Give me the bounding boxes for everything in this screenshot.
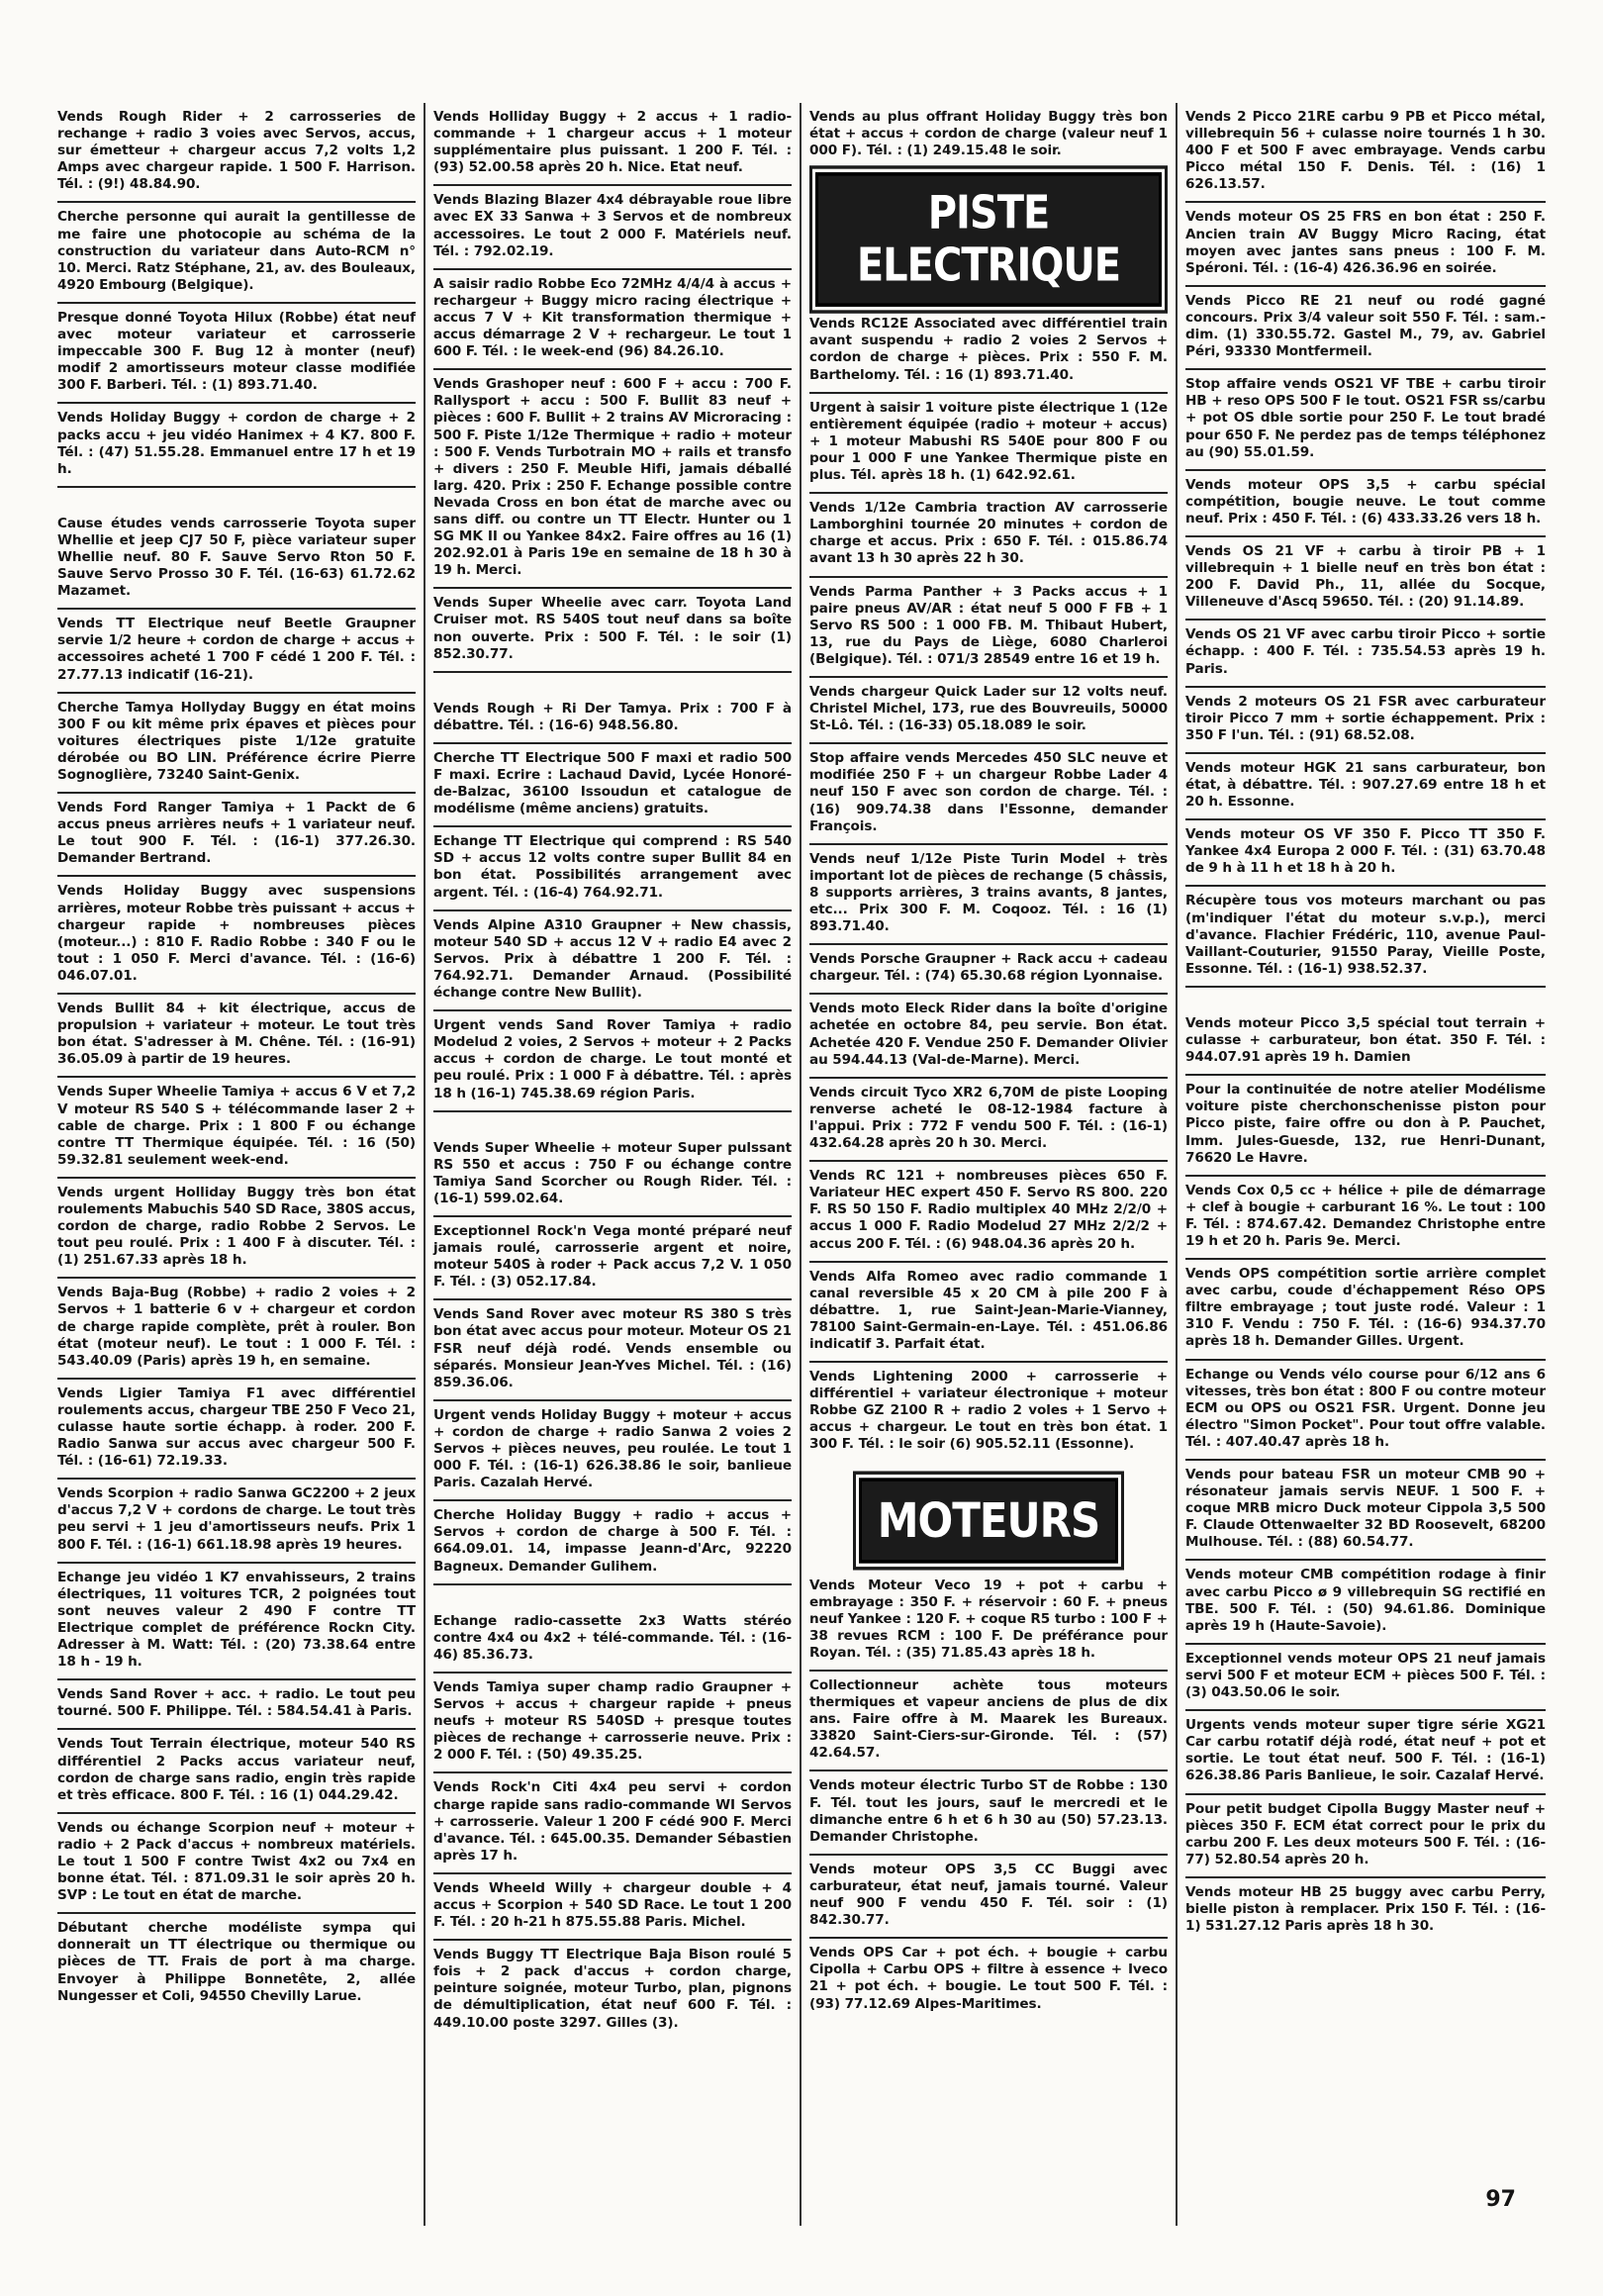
ad-lead: Vends	[57, 1084, 103, 1100]
ad-text: Scorpion neuf + moteur + radio + 2 Pack d'accus + nombreux matériels. Le tout 1 500 F contre Twist 4x2 ou 7x4 en bonne état. Tél. : 871.09.31 le soir après 20 h. SVP : Le tout en état de marche.	[57, 1819, 416, 1904]
ad-lead: Urgent à saisir	[809, 399, 920, 416]
classified-ad	[57, 1380, 416, 1480]
ad-lead: Vends	[1185, 542, 1231, 559]
ad-text: moteur OS 25 FRS en bon état : 250 F. Ancien train AV Buggy Micro Racing, état moyen avec jantes sans pneus : 100 F. M. Spéroni. Tél. : (16-4) 426.36.96 en soirée.	[1185, 209, 1546, 276]
ad-text: Mercedes 450 SLC neuve et modifiée 250 F + un chargeur Robbe Lader 4 neuf 150 F avec son cordon de charge. Tél. : (16) 909.74.38 dans l'Essonne, demander François.	[809, 750, 1168, 834]
classified-ad	[57, 1730, 416, 1813]
ad-text: moteur OPS 3,5 + carbu spécial compétition, bougie neuve. Le tout comme neuf. Prix : 450 F. Tél. : (6) 433.33.26 vers 18 h.	[1185, 476, 1546, 526]
classified-ad	[57, 610, 416, 693]
classified-ad	[809, 1079, 1168, 1162]
ad-text: 2 moteurs OS 21 FSR avec carburateur tiroir Picco 7 mm + sortie échappement. Prix : 350 F l'un. Tél. : (91) 68.52.08.	[1185, 693, 1546, 743]
ad-lead: Cherche	[57, 209, 119, 226]
classified-ad	[57, 203, 416, 303]
ad-lead: Vends	[57, 1285, 103, 1301]
classified-ad	[433, 1011, 792, 1111]
column-3-bottom	[809, 1572, 1168, 2021]
ad-text: OPS compétition sortie arrière complet avec carbu, coude d'échappement Réso OPS filtre embrayage ; tout juste rodé. Valeur : 1 310 F. Vendu : 750 F. Tél. : (16-6) 934.37.70 après 18 h. Demander Gilles. Urgent.	[1185, 1266, 1546, 1350]
ad-lead: Vends	[809, 951, 855, 968]
ad-text: Moteur Veco 19 + pot + carbu + embrayage : 350 F. + réservoir : 60 F. + pneus neuf Yankee : 120 F. + coque R5 turbo : 100 F + 38 revues RCM : 100 F. De préférance pour Royan. Tél. : (35) 71.85.43 après 18 h.	[809, 1577, 1168, 1661]
ad-text: TT Electrique neuf Beetle Graupner servie 1/2 heure + cordon de charge + accus + accessoires acheté 1 700 F cédé 1 200 F. Tél. : 27.77.13 indicatif (16-21).	[57, 616, 416, 683]
classified-ad	[433, 1607, 792, 1674]
classified-ad	[1185, 1461, 1546, 1561]
ad-text: Porsche Graupner + Rack accu + cadeau chargeur. Tél. : (74) 65.30.68 région Lyonnaise.	[809, 951, 1168, 985]
classified-ad	[809, 845, 1168, 945]
classified-ad	[433, 589, 792, 672]
ad-text: Sand Rover Tamiya + radio Modelud 2 voies, 2 Servos + moteur + 2 Packs accus + cordon de charge. Le tout monté et peu roulé. Prix : 1 000 F à débattre. Tél. : après 18 h (16-1) 745.38.69 région Paris.	[433, 1017, 793, 1101]
ad-lead: Vends	[433, 1779, 479, 1796]
ad-lead: Vends	[433, 109, 479, 125]
ad-text: Buggy TT Electrique Baja Bison roulé 5 fois + 2 pack d'accus + cordon charge, peinture soignée, moteur Turbo, plan, pignons de démultiplication, état neuf 600 F. Tél. : 449.10.00 poste 3297. Gilles (3).	[433, 1947, 792, 2031]
classified-ad	[809, 945, 1168, 995]
ad-text: Tout Terrain électrique, moteur 540 RS différentiel 2 Packs accus variateur neuf, cordon de charge sans radio, engin très rapide et très efficace. 800 F. Tél. : 16 (1) 044.29.42.	[57, 1736, 416, 1803]
ad-text: Holiday Buggy + radio + accus + Servos + cordon de charge à 500 F. Tél. : 664.09.01. 14, impasse Jeann-d'Arc, 92220 Bagneux. Demander Gulihem.	[433, 1507, 792, 1575]
ad-text: moteur super tigre série XG21 Car carbu rotatif déjà rodé, état neuf + pot et sortie. Le tout état neuf. 500 F. Tél. : (16-1) 626.38.86 Paris Banlieue, le soir. Cazalaf Hervé.	[1185, 1717, 1546, 1784]
ad-lead: Vends	[433, 700, 479, 717]
ad-lead: Urgent vends	[433, 1406, 536, 1423]
classified-ad	[1185, 1009, 1546, 1076]
ad-lead: Vends	[57, 1736, 103, 1753]
classified-ad	[433, 1217, 792, 1300]
classified-ad	[1185, 1878, 1546, 1943]
ad-text: Alfa Romeo avec radio commande 1 canal reversible 45 x 20 CM à pile 200 F à débattre. 1, rue Saint-Jean-Marie-Vianney, 78100 Saint-Germain-en-Laye. Tél. : 451.06.86 indicatif 3. Parfait état.	[809, 1268, 1168, 1352]
ad-text: Cause études vends carrosserie Toyota super Whellie et jeep CJ7 50 F, pièce variateur super Whellie neuf. 80 F. Sauve Servo Rton 50 F. Sauve Servo Prosso 30 F. Tél. (16-63) 61.72.62 Mazamet.	[57, 515, 416, 600]
ad-lead: Vends	[1185, 626, 1231, 643]
ad-text: chargeur Quick Lader sur 12 volts neuf. Christel Michel, 173, rue des Bouvreuils, 50000 St-Lô. Tél. : (16-33) 05.18.089 le soir.	[809, 683, 1168, 734]
ad-lead: Vends	[1185, 693, 1231, 710]
ad-text: OPS Car + pot éch. + bougie + carbu Cipolla + Carbu OPS + filtre à essence + Iveco 21 + pot éch. + bougie. Le tout 500 F. Tél. : (93) 77.12.69 Alpes-Maritimes.	[809, 1945, 1168, 2012]
classified-ad	[1185, 370, 1546, 470]
classified-ad	[57, 1814, 416, 1914]
ad-lead: Vends	[1185, 109, 1231, 125]
classified-ad	[1185, 1711, 1546, 1794]
classifieds-columns	[49, 103, 1554, 2226]
classified-ad	[57, 995, 416, 1078]
ad-lead: Vends	[809, 109, 855, 125]
ad-lead: Vends	[57, 1686, 103, 1703]
ad-text: Tamiya super champ radio Graupner + Servos + accus + chargeur rapide + pneus neufs + moteur RS 540SD + presque toutes pièces de rechange + carrosserie neuve. Prix : 2 000 F. Tél. : (50) 49.35.25.	[433, 1678, 792, 1764]
ad-text: Grashoper neuf : 600 F + accu : 700 F. Rallysport + accu : 500 F. Bullit 83 neuf + pièces : 600 F. Bullit + 2 trains AV Microracing : 500 F. Piste 1/12e Thermique + radio + moteur : 500 F. Vends Turbotrain MO + rails et transfo + divers : 250 F. Meuble Hifi, jamais déballé larg. 420. Prix : 250 F. Echange possible contre Nevada Cross en bon état de marche avec ou sans diff. ou contre un TT Electr. Hunter ou 1 SG MK II ou Yankee 84x2. Faire offres au 16 (1) 202.92.01 à Paris 19e en semaine de 18 h 30 à 19 h. Merci.	[433, 376, 792, 579]
classified-ad	[809, 1771, 1168, 1855]
ad-lead: Vends	[1185, 476, 1231, 493]
column-3	[802, 103, 1178, 2226]
ad-lead: Echange	[433, 833, 498, 850]
ad-lead: Vends	[1185, 1883, 1231, 1900]
classified-ad	[433, 1134, 792, 1217]
ad-lead: Vends	[1185, 292, 1231, 309]
ad-lead: Vends	[433, 1678, 479, 1695]
ad-text: OS 21 VF + carbu à tiroir PB + 1 villebrequin + 1 bielle neuf en très bon état : 200 F. David Ph., 11, allée du Socque, Villeneuve d'Ascq 59650. Tél. : (20) 91.14.89.	[1185, 542, 1546, 611]
ad-lead: Stop affaire vends	[1185, 376, 1328, 393]
ad-text: Ligier Tamiya F1 avec différentiel roulements accus, chargeur TBE 250 F Veco 21, culasse haute sortie échapp. à roder. 200 F. Radio Sanwa sur accus avec chargeur 500 F. Tél. : (16-61) 72.19.33.	[57, 1385, 416, 1470]
classified-ad	[57, 1680, 416, 1730]
classified-ad	[433, 270, 792, 370]
ad-lead: Vends	[809, 1168, 855, 1185]
classified-ad	[809, 678, 1168, 744]
ad-lead: Urgents vends	[1185, 1717, 1298, 1734]
ad-lead: Vends	[1185, 1014, 1231, 1031]
ad-text: moteur HGK 21 sans carburateur, bon état, à débattre. Tél. : 907.27.69 entre 18 h et 20 h. Essonne.	[1185, 759, 1546, 811]
ad-text: moteur électric Turbo ST de Robbe : 130 F. Tél. tout les jours, sauf le mercredi et le dimanche entre 6 h et 6 h 30 au (50) 57.23.13. Demander Christophe.	[809, 1777, 1168, 1845]
classified-ad	[809, 578, 1168, 678]
ad-lead: Vends	[1185, 759, 1231, 776]
ad-lead: Vends	[1185, 1182, 1231, 1198]
ad-text: TT Electrique qui comprend : RS 540 SD + accus 12 volts contre super Bullit 84 en bon état. Possibilités arrangement avec argent. Tél. : (16-4) 764.92.71.	[433, 833, 792, 901]
classified-ad	[57, 103, 416, 203]
classified-ad	[57, 1914, 416, 2012]
ad-text: RC 121 + nombreuses pièces 650 F. Variateur HEC expert 450 F. Servo RS 800. 220 F. RS 50 150 F. Radio multiplex 40 MHz 2/2/0 + accus 1 000 F. Radio Modelud 27 MHz 2/2/2 + accus 200 F. Tél. : (6) 948.04.36 après 20 h.	[809, 1168, 1168, 1252]
ad-text: tous vos moteurs marchant ou pas (m'indiquer l'état du moteur s.v.p.), merci d'avance. Flachier Frédéric, 110, avenue Paul-Vaillant-Couturier, 91550 Paray, Vieille Poste, Essonne. Tél. : (16-1) 938.52.37.	[1185, 893, 1546, 977]
ad-text: Ford Ranger Tamiya + 1 Packt de 6 accus pneus arrières neufs + 1 variateur neuf. Le tout 900 F. Tél. : (16-1) 377.26.30. Demander Bertrand.	[57, 800, 416, 867]
ad-lead: Vends ou échange	[57, 1819, 201, 1836]
ad-lead: Vends	[57, 1385, 103, 1401]
classified-ad	[433, 1674, 792, 1773]
ad-text: jeu vidéo 1 K7 envahisseurs, 2 trains électriques, 11 voitures TCR, 2 poignées tout sont neuves valeur 2 490 F contre TT Electrique complet de préférence Rockn City. Adresser à M. Watt: Tél. : (20) 73.38.64 entre 18 h - 19 h.	[57, 1569, 416, 1671]
ad-lead: Vends	[809, 316, 855, 333]
ad-text: ou Vends vélo course pour 6/12 ans 6 vitesses, très bon état : 800 F ou contre moteur ECM ou OPS ou OS21 FSR. Urgent. Donne jeu électro "Simon Pocket". Pour tout offre valable. Tél. : 407.40.47 après 18 h.	[1185, 1366, 1546, 1450]
classified-ad	[809, 1162, 1168, 1262]
ad-lead: Vends	[57, 1184, 103, 1200]
classified-ad	[809, 103, 1168, 167]
ad-text: RC12E Associated avec différentiel train avant suspendu + radio 2 voies 2 Servos + cordon de charge + pièces. Prix : 550 F. M. Barthelomy. Tél. : 16 (1) 893.71.40.	[809, 316, 1168, 383]
ad-lead: Vends	[433, 1947, 479, 1963]
ad-lead: Vends	[1185, 1567, 1231, 1583]
ad-text: Blazing Blazer 4x4 débrayable roue libre avec EX 33 Sanwa + 3 Servos et de nombreux accessoires. Le tout 2 000 F. Matériels neuf. Tél. : 792.02.19.	[433, 192, 792, 259]
ad-lead: Vends	[809, 1861, 855, 1877]
classified-ad	[57, 694, 416, 794]
classified-ad	[1185, 621, 1546, 687]
ad-lead: Vends	[433, 192, 479, 209]
ad-text: moteur OPS 21 neuf jamais servi 500 F et moteur ECM + pièces 500 F. Tél. : (3) 043.50.06 le soir.	[1185, 1650, 1546, 1701]
column-4	[1178, 103, 1554, 2226]
classified-ad	[1185, 1645, 1546, 1711]
ad-lead: Vends	[809, 1001, 855, 1017]
ad-text: 1/12e Cambria traction AV carrosserie Lamborghini tournée 20 minutes + cordon de charge et accus. Prix : 650 F. Tél. : 015.86.74 avant 13 h 30 après 22 h 30.	[809, 500, 1168, 567]
ad-text: Cipolla Buggy Master neuf + pièces 350 F. ECM état correct pour le prix du carbu 200 F. Les deux moteurs 500 F. Tél. : (16-77) 52.80.54 après 20 h.	[1185, 1800, 1546, 1867]
classified-ad	[57, 1078, 416, 1178]
ad-text: 1 voiture piste électrique 1 (12e entièrement équipée (radio + moteur + accus) + 1 moteur Mabushi RS 540E pour 800 F ou pour 1 000 F une Yankee Thermique piste en plus. Tél. après 18 h. (1) 642.92.61.	[809, 399, 1168, 484]
ad-lead: Presque donné	[57, 309, 172, 326]
classified-ad	[809, 1939, 1168, 2020]
page-number: 97	[1485, 2187, 1516, 2212]
ad-text: Cox 0,5 cc + hélice + pile de démarrage + clef à bougie + carburant 16 %. Le tout : 100 F. Tél. : 874.67.42. Demandez Christophe entre 19 h et 20 h. Paris 9e. Merci.	[1185, 1182, 1546, 1249]
ad-lead: Vends	[809, 500, 855, 517]
ad-text: urgent Holliday Buggy très bon état roulements Mabuchis 540 SD Race, 380S accus, cordon de charge, radio Robbe 2 Servos. Le tout peu roulé. Prix : 1 400 F à discuter. Tél. : (1) 251.67.33 après 18 h.	[57, 1184, 416, 1269]
ad-lead: Vends	[57, 800, 103, 816]
ad-lead: Cherche	[433, 1507, 495, 1524]
ad-lead: Pour petit budget	[1185, 1800, 1322, 1817]
classified-ad	[433, 1501, 792, 1584]
ad-text: Parma Panther + 3 Packs accus + 1 paire pneus AV/AR : état neuf 5 000 F FB + 1 Servo RS 500 : 1 000 FB. M. Thibaut Hubert, 13, rue du Pays de Liège, 6080 Charleroi (Belgique). Tél. : 071/3 28549 entre 16 et 19 h.	[809, 583, 1168, 667]
ad-text: Picco RE 21 neuf ou rodé gagné concours. Prix 3/4 valeur soit 550 F. Tél. : sam.-dim. (1) 330.55.72. Gastel M., 79, av. Gabriel Péri, 93330 Montfermeil.	[1185, 292, 1546, 360]
ad-text: Toyota Hilux (Robbe) état neuf avec moteur variateur et carrosserie impeccable 300 F. Bug 12 à monter (neuf) modif 2 amortisseurs moteur classe modifiée 300 F. Barberi. Tél. : (1) 893.71.40.	[57, 309, 416, 394]
ad-text: Scorpion + radio Sanwa GC2200 + 2 jeux d'accus 7,2 V + cordons de charge. Le tout très peu servi + 1 jeu d'amortisseurs neufs. Prix 1 800 F. Tél. : (16-1) 661.18.98 après 19 heures.	[57, 1485, 416, 1553]
classified-ad	[809, 995, 1168, 1078]
ad-text: moteur CMB compétition rodage à finir avec carbu Picco ø 9 villebrequin SG rectifié en TBE. 500 F. Tél. : (50) 94.61.86. Dominique après 19 h (Haute-Savoie).	[1185, 1567, 1546, 1634]
classified-ad	[1185, 203, 1546, 286]
ad-text: au plus offrant Holiday Buggy très bon état + accus + cordon de charge (valeur neuf 1 000 F). Tél. : (1) 249.15.48 le soir.	[809, 109, 1168, 159]
ad-text: Baja-Bug (Robbe) + radio 2 voies + 2 Servos + 1 batterie 6 v + chargeur et cordon de charge rapide complète, prêt à rouler. Bon état (moteur neuf). Le tout : 1 000 F. Tél. : 543.40.09 (Paris) après 19 h, en semaine.	[57, 1285, 416, 1369]
ad-lead: Exceptionnel vends	[1185, 1650, 1333, 1667]
classified-ad	[433, 370, 792, 589]
column-3-middle	[809, 310, 1168, 1461]
ad-text: Rock'n Citi 4x4 peu servi + cordon charge rapide sans radio-commande WI Servos + carrosserie. Valeur 1 200 F cédé 900 F. Merci d'avance. Tél. : 645.00.35. Demander Sébastien après 17 h.	[433, 1779, 792, 1864]
classified-ad	[433, 186, 792, 269]
ad-lead: Vends	[57, 1001, 103, 1017]
classified-ad	[433, 695, 792, 744]
ad-lead: Vends	[1185, 1266, 1231, 1283]
ad-text: moteur OS VF 350 F. Picco TT 350 F. Yankee 4x4 Europa 2 000 F. Tél. : (31) 63.70.48 de 9 h à 11 h et 18 h à 20 h.	[1185, 826, 1546, 877]
ad-text: moteur HB 25 buggy avec carbu Perry, bielle piston à remplacer. Prix 150 F. Tél. : (16-1) 531.27.12 Paris après 18 h 30.	[1185, 1883, 1546, 1935]
ad-text: Super Wheelie + moteur Super pulssant RS 550 et accus : 750 F ou échange contre Tamiya Sand Scorcher ou Rough Rider. Tél. : (16-1) 599.02.64.	[433, 1139, 792, 1206]
ad-lead: Vends	[809, 1084, 855, 1100]
classified-ad	[57, 877, 416, 995]
ad-lead: Vends	[809, 1268, 855, 1285]
ad-lead: Vends	[433, 595, 479, 612]
ad-lead: Exceptionnel	[433, 1222, 530, 1239]
classified-ad	[57, 1480, 416, 1563]
ad-text: Holiday Buggy + cordon de charge + 2 packs accu + jeu vidéo Hanimex + 4 K7. 800 F. Tél. : (47) 51.55.28. Emmanuel entre 17 h et 19 h.	[57, 410, 416, 477]
ad-text: moto Eleck Rider dans la boîte d'origine achetée en octobre 84, peu servie. Bon état. Achetée 420 F. Vendue 250 F. Demander Olivier au 594.44.13 (Val-de-Marne). Merci.	[809, 1001, 1168, 1068]
ad-text: Rough + Ri Der Tamya. Prix : 700 F à débattre. Tél. : (16-6) 948.56.80.	[433, 700, 792, 733]
classified-ad	[809, 394, 1168, 494]
classified-ad	[1185, 287, 1546, 370]
ad-text: circuit Tyco XR2 6,70M de piste Looping renverse acheté le 08-12-1984 facture à l'appui. Prix : 772 F vendu 500 F. Tél. : (16-1) 432.64.28 après 20 h 30. Merci.	[809, 1084, 1168, 1152]
ad-text: Rock'n Vega monté préparé neuf jamais roulé, carrosserie argent et noire, moteur 540S à roder + Pack accus 7,2 V. 1 050 F. Tél. : (3) 052.17.84.	[433, 1222, 792, 1291]
ad-text: moteur Picco 3,5 spécial tout terrain + culasse + carburateur, bon état. 350 F. Tél. : 944.07.91 après 19 h. Damien	[1185, 1014, 1546, 1066]
ad-text: pour bateau FSR un moteur CMB 90 + résonateur jamais servis NEUF. 1 500 F. + coque MRB micro Duck moteur Cippola 3,5 500 F. Claude Ottenwaelter 32 BD Roosevelt, 68200 Mulhouse. Tél. : (88) 60.54.77.	[1185, 1467, 1546, 1551]
ad-text: Holiday Buggy + moteur + accus + cordon de charge + radio Sanwa 2 voies 2 Servos + pièces neuves, peu roulée. Le tout 1 000 F. Tél. : (16-1) 626.38.86 le soir, banlieue Paris. Cazalah Hervé.	[433, 1406, 792, 1491]
ad-lead: Vends	[809, 1777, 855, 1794]
ad-text: Bullit 84 + kit électrique, accus de propulsion + variateur + moteur. Le tout très bon état. S'adresser à M. Chêne. Tél. : (16-91) 36.05.09 à partir de 19 heures.	[57, 1001, 416, 1068]
ad-lead: Urgent vends	[433, 1017, 543, 1034]
classified-ad	[433, 1300, 792, 1400]
ad-text: Débutant cherche modéliste sympa qui donnerait un TT électrique ou thermique ou pièces de TT. Frais de port à ma charge. Envoyer à Philippe Bonnetête, 2, allée Nungesser et Coli, 94550 Chevilly Larue.	[57, 1920, 416, 2004]
ad-lead: Stop affaire vends	[809, 750, 950, 767]
column-2	[425, 103, 802, 2226]
ad-text: Holiday Buggy avec suspensions arrières, moteur Robbe très puissant + accus + chargeur rapide + nombreuses pièces (moteur...) : 810 F. Radio Robbe : 340 F ou le tout : 1 050 F. Merci d'avance. Tél. : (16-6) 046.07.01.	[57, 883, 416, 984]
classified-ad	[809, 1672, 1168, 1771]
classified-ad	[809, 744, 1168, 844]
ad-lead: Vends	[433, 376, 479, 393]
ad-lead: Vends	[1185, 826, 1231, 843]
ad-lead: Vends	[433, 1139, 479, 1156]
classified-ad	[809, 1856, 1168, 1939]
ad-text: Super Wheelie Tamiya + accus 6 V et 7,2 V moteur RS 540 S + télécommande laser 2 + cable de charge. Prix : 1 800 F ou échange contre TT Thermique équipée. Tél. : 16 (50) 59.32.81 seulement week-end.	[57, 1084, 416, 1168]
ad-lead: Vends	[57, 616, 103, 632]
ad-lead: Vends	[57, 1485, 103, 1502]
ad-lead: Vends	[809, 1369, 855, 1386]
classified-ad	[809, 310, 1168, 393]
ad-text: Tamya Hollyday Buggy en état moins 300 F ou kit même prix épaves et pièces pour voitures électriques piste 1/12e gratuite dérobée ou BO LIN. Préférence écrire Pierre Sognoglière, 73240 Saint-Genix.	[57, 699, 416, 783]
classified-ad	[809, 1363, 1168, 1461]
ad-lead: Vends	[57, 109, 103, 125]
classified-ad	[1185, 754, 1546, 820]
ad-lead: Vends	[809, 850, 855, 867]
classified-ad	[433, 827, 792, 910]
column-3-top	[809, 103, 1168, 167]
ad-lead: Vends	[809, 683, 855, 700]
classified-ad	[809, 1572, 1168, 1672]
classified-ad	[433, 1773, 792, 1873]
classified-ad	[1185, 471, 1546, 537]
classified-ad	[57, 794, 416, 877]
ad-lead: Récupère	[1185, 893, 1257, 909]
classified-ad	[57, 1179, 416, 1279]
column-1	[49, 103, 425, 2226]
ad-lead: Vends	[1185, 209, 1231, 226]
classified-ad	[57, 510, 416, 610]
ad-lead: Echange	[57, 1569, 122, 1585]
ad-lead: Vends	[433, 1879, 479, 1896]
classified-ad	[1185, 820, 1546, 887]
classified-ad	[1185, 1561, 1546, 1644]
ad-lead: Echange	[1185, 1366, 1250, 1383]
classified-ad	[433, 1941, 792, 2039]
classified-ad	[1185, 1076, 1546, 1176]
classified-ad	[1185, 887, 1546, 987]
ad-text: Rough Rider + 2 carrosseries de rechange + radio 3 voies avec Servos, accus, sur émetteur + chargeur accus 7,2 volts 1,2 Amps avec chargeur rapide. 1 500 F. Harrison. Tél. : (9!) 48.84.90.	[57, 109, 416, 193]
classified-ad	[433, 744, 792, 827]
classified-ad	[1185, 1177, 1546, 1260]
classified-ad	[1185, 1361, 1546, 1461]
ad-text: Sand Rover avec moteur RS 380 S très bon état avec accus pour moteur. Moteur OS 21 FSR neuf déjà rodé. Vends ensemble ou séparés. Monsieur Jean-Yves Michel. Tél. : (16) 859.36.06.	[433, 1306, 792, 1390]
ad-lead: Vends	[57, 410, 103, 427]
classified-ad	[1185, 1260, 1546, 1360]
ad-lead: Echange	[433, 1612, 498, 1629]
classified-ad	[809, 1263, 1168, 1363]
section-banner-piste-electrique: PISTE ELECTRIQUE	[815, 172, 1162, 307]
section-banner-moteurs: MOTEURS	[859, 1478, 1118, 1563]
ad-text: neuf 1/12e Piste Turin Model + très important lot de pièces de rechange (5 châssis, 8 supports arrières, 3 trains avants, 8 jantes, etc... Prix 300 F. M. Coqooz. Tél. : 16 (1) 893.71.40.	[809, 850, 1168, 935]
classified-ad	[1185, 1795, 1546, 1878]
classified-ad	[809, 494, 1168, 577]
ad-text: Pour la continuitée de notre atelier Modélisme voiture piste cherchonschenisse piston pour Picco piste, faire offre ou don à P. Pauchet, Imm. Jules-Guesde, 132, rue Henri-Dunant, 76620 Le Havre.	[1185, 1082, 1546, 1166]
ad-text: personne qui aurait la gentillesse de me faire une photocopie au schéma de la construction du variateur dans Auto-RCM n° 10. Merci. Ratz Stéphane, 21, av. des Bouleaux, 4920 Embourg (Belgique).	[57, 209, 416, 293]
ad-text: radio Robbe Eco 72MHz 4/4/4 à accus + rechargeur + Buggy micro racing électrique + accus 7 V + Kit transformation thermique + accus démarrage 2 V + rechargeur. Le tout 1 600 F. Tél. : le week-end (96) 84.26.10.	[433, 275, 792, 360]
ad-text: Alpine A310 Graupner + New chassis, moteur 540 SD + accus 12 V + radio E4 avec 2 Servos. Prix à débattre 1 200 F. Tél. : 764.92.71. Demander Arnaud. (Possibilité échange contre New Bullit).	[433, 916, 792, 1002]
classified-ad	[57, 1564, 416, 1681]
ad-lead: Vends	[809, 1945, 855, 1961]
ad-lead: Cherche	[57, 699, 119, 716]
classified-ad	[1185, 688, 1546, 754]
classified-ad	[433, 911, 792, 1011]
ad-lead: Vends	[433, 916, 479, 933]
classified-ad	[57, 404, 416, 487]
ad-text: Sand Rover + acc. + radio. Le tout peu tourné. 500 F. Philippe. Tél. : 584.54.41 à Paris.	[57, 1686, 416, 1720]
ad-text: OS 21 VF avec carbu tiroir Picco + sortie échapp. : 400 F. Tél. : 735.54.53 après 19 h. Paris.	[1185, 626, 1546, 677]
ad-text: Collectionneur achète tous moteurs thermiques et vapeur anciens de plus de dix ans. Faire offre à M. Maarek les Bureaux. 33820 Saint-Ciers-sur-Gironde. Tél. : (57) 42.64.57.	[809, 1677, 1168, 1762]
ad-text: Super Wheelie avec carr. Toyota Land Cruiser mot. RS 540S tout neuf dans sa boîte non ouverte. Prix : 500 F. Tél. : le soir (1) 852.30.77.	[433, 595, 792, 662]
ad-lead: Vends	[57, 883, 103, 900]
ad-lead: Cherche	[433, 749, 495, 766]
ad-text: 2 Picco 21RE carbu 9 PB et Picco métal, villebrequin 56 + culasse noire tournés 1 h 30. 400 F et 500 F avec embrayage. Vends carbu Picco métal 150 F. Denis. Tél. : (16) 1 626.13.57.	[1185, 109, 1546, 193]
ad-lead: Vends	[1185, 1467, 1231, 1483]
ad-text: Holliday Buggy + 2 accus + 1 radio-commande + 1 chargeur accus + 1 moteur supplémentaire plus puissant. 1 200 F. Tél. : (93) 52.00.58 après 20 h. Nice. Etat neuf.	[433, 109, 792, 176]
ad-lead: Vends	[809, 583, 855, 600]
classified-ad	[433, 1874, 792, 1941]
ad-text: OS21 VF TBE + carbu tiroir HB + reso OPS 500 F le tout. OS21 FSR ss/carbu + pot OS dble sortie pour 250 F. Le tout bradé pour 650 F. Ne perdez pas de temps téléphonez au (90) 55.01.59.	[1185, 376, 1546, 460]
classified-ad	[57, 304, 416, 404]
classified-ad	[57, 1279, 416, 1379]
ad-lead: A saisir	[433, 275, 490, 292]
ad-text: Wheeld Willy + chargeur double + 4 accus + Scorpion + 540 SD Race. Le tout 1 200 F. Tél. : 20 h-21 h 875.55.88 Paris. Michel.	[433, 1879, 792, 1931]
ad-text: Lightening 2000 + carrosserie + différentiel + variateur électronique + moteur Robbe GZ 2100 R + radio 2 voles + 1 Servo + accus + chargeur. Le tout en très bon état. 1 300 F. Tél. : le soir (6) 905.52.11 (Essonne).	[809, 1369, 1168, 1453]
ad-text: moteur OPS 3,5 CC Buggi avec carburateur, état neuf, jamais tourné. Valeur neuf 900 F vendu 450 F. Tél. soir : (1) 842.30.77.	[809, 1861, 1168, 1929]
ad-text: TT Electrique 500 F maxi et radio 500 F maxi. Ecrire : Lachaud David, Lycée Honoré-de-Balzac, 36100 Issoudun et catalogue de modélisme (même anciens) gratuits.	[433, 749, 792, 817]
ad-lead: Vends	[433, 1306, 479, 1323]
ad-lead: Vends	[809, 1577, 855, 1593]
ad-text: radio-cassette 2x3 Watts stéréo contre 4x4 ou 4x2 + télé-commande. Tél. : (16-46) 85.36.73.	[433, 1612, 792, 1663]
classified-ad	[1185, 537, 1546, 621]
classified-ad	[1185, 103, 1546, 203]
classified-ad	[433, 103, 792, 186]
classified-ad	[433, 1401, 792, 1501]
